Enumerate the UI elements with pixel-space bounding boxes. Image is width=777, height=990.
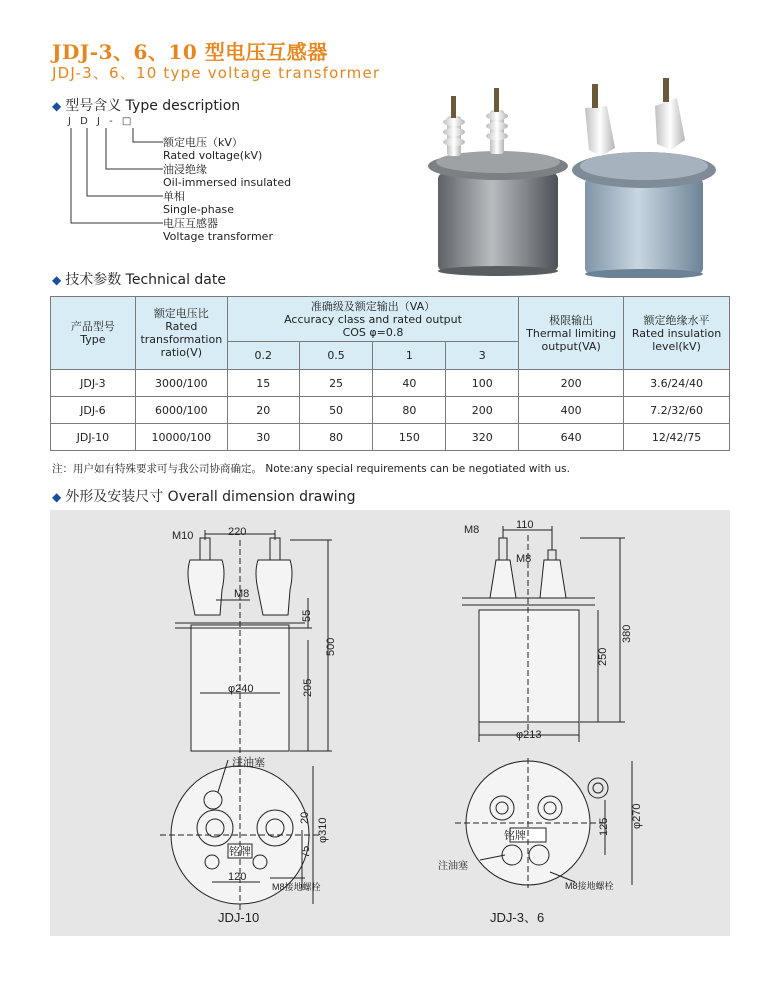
cell-ratio: 6000/100 [135,397,227,424]
cell-type: JDJ-10 [51,424,136,451]
label-nameplate-right: 铭牌 [504,830,526,842]
cell-thermal: 200 [519,370,624,397]
label-m8: M8 [234,588,250,600]
dimension-drawing [50,510,730,936]
page-subtitle: JDJ-3、6、10 type voltage transformer [52,64,381,82]
diamond-bullet-icon: ◆ [52,99,62,113]
cell-value: 50 [299,397,373,424]
cell-value: 150 [373,424,446,451]
legend-item-voltage-transformer: 电压互感器 Voltage transformer [163,217,273,244]
cell-value: 30 [227,424,299,451]
label-75: 75 [300,845,312,858]
label-380: 380 [621,624,633,643]
cell-value: 20 [227,397,299,424]
type-code-leader-lines [60,126,165,241]
cell-thermal: 400 [519,397,624,424]
cell-ratio: 10000/100 [135,424,227,451]
label-500: 500 [325,637,337,656]
label-205: 205 [302,678,314,697]
cell-value: 15 [227,370,299,397]
diamond-bullet-icon: ◆ [52,273,62,287]
cell-type: JDJ-3 [51,370,136,397]
label-ground-left: M8接地螺栓 [272,882,321,892]
table-row [51,370,730,397]
caption-jdj-10: JDJ-10 [218,910,260,925]
cell-value: 25 [299,370,373,397]
jdj-10-photo [428,88,568,276]
label-nameplate-left: 铭牌 [229,846,251,858]
cell-ratio: 3000/100 [135,370,227,397]
jdj-3-6-side-view [462,526,625,742]
table-row [51,424,730,451]
label-oil-plug-right: 注油塞 [438,861,468,872]
label-oil-plug-left: 注油塞 [232,757,265,769]
label-m10: M10 [172,530,194,542]
label-55: 55 [301,609,313,622]
table-row [51,397,730,424]
label-220: 220 [228,526,247,538]
jdj-3-6-photo [572,78,716,278]
type-code: J D J - □ [68,116,135,127]
jdj-10-side-view [175,530,332,760]
cell-value: 80 [373,397,446,424]
cell-insulation: 3.6/24/40 [624,370,730,397]
accuracy-class-cell: 0.2 [227,342,299,370]
label-110: 110 [516,519,534,531]
cell-value: 320 [446,424,519,451]
note-text: 注：用户如有特殊要求可与我公司协商确定。 Note:any special requirements can be negotiated with us. [52,463,570,475]
cell-value: 40 [373,370,446,397]
diamond-bullet-icon: ◆ [52,490,62,504]
cell-type: JDJ-6 [51,397,136,424]
type-description-heading: ◆ 型号含义 Type description [52,98,241,114]
col-header-type: 产品型号 Type [51,297,136,370]
cell-value: 80 [299,424,373,451]
label-ground-right: M8接地螺栓 [565,881,614,891]
col-header-thermal: 极限输出 Thermal limiting output(VA) [519,297,624,370]
cell-value: 200 [446,397,519,424]
label-125: 125 [598,817,610,836]
legend-item-rated-voltage: 额定电压（kV） Rated voltage(kV) [163,136,263,163]
caption-jdj-3-6: JDJ-3、6 [490,910,545,925]
dimension-drawing-heading: ◆ 外形及安装尺寸 Overall dimension drawing [52,489,356,505]
cell-insulation: 12/42/75 [624,424,730,451]
label-213: φ213 [516,729,542,741]
page-title: JDJ-3、6、10 型电压互感器 [52,40,328,64]
col-header-insulation: 额定绝缘水平 Rated insulation level(kV) [624,297,730,370]
label-120: 120 [228,871,247,883]
cell-thermal: 640 [519,424,624,451]
label-240: φ240 [228,683,254,695]
cell-value: 100 [446,370,519,397]
label-310: φ310 [317,817,329,843]
label-250: 250 [597,647,609,666]
col-header-accuracy: 准确级及额定输出（VA） Accuracy class and rated output COS φ=0.8 [227,297,518,342]
product-photo [405,78,730,278]
legend-item-single-phase: 单相 Single-phase [163,190,234,217]
accuracy-class-cell: 3 [446,342,519,370]
col-header-ratio: 额定电压比 Rated transformation ratio(V) [135,297,227,370]
technical-data-table [50,296,730,451]
accuracy-class-cell: 0.5 [299,342,373,370]
accuracy-class-cell: 1 [373,342,446,370]
technical-data-heading: ◆ 技术参数 Technical date [52,272,226,288]
label-20: 20 [299,811,311,824]
cell-insulation: 7.2/32/60 [624,397,730,424]
label-m8-a: M8 [464,524,480,536]
table-header-row [51,297,730,342]
label-270: φ270 [631,803,643,829]
legend-item-oil-insulated: 油浸绝缘 Oil-immersed insulated [163,163,292,190]
label-m8-b: M8 [516,553,532,565]
